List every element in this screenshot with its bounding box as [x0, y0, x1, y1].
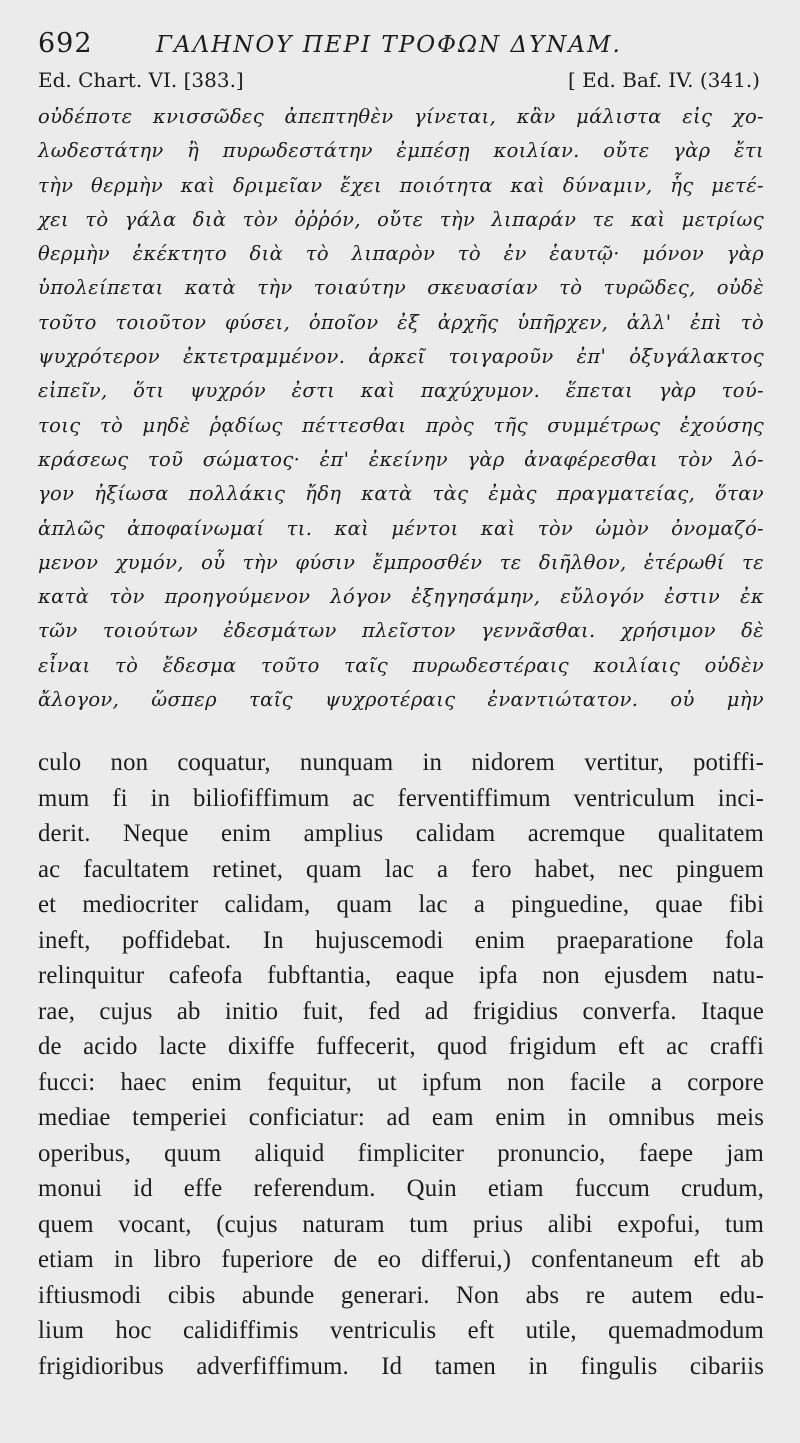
greek-text-line: οὐδέποτε κνισσῶδες ἀπεπτηθὲν γίνεται, κἂν μάλιστα εἰς χο- — [38, 105, 764, 128]
greek-text-line: κράσεως τοῦ σώματος· ἐπ' ἐκείνην γὰρ ἀναφέρεσθαι τὸν λό- — [38, 447, 764, 471]
running-title: ΓΑΛΗΝΟΥ ΠΕΡΙ ΤΡΟΦΩΝ ΔΥΝΑΜ. — [156, 32, 622, 58]
latin-text-line: derit. Neque enim amplius calidam acremque qualitatem — [38, 820, 764, 848]
edition-reference-line — [38, 68, 764, 98]
greek-text-line: ὑπολείπεται κατὰ τὴν τοιαύτην σκευασίαν τὸ τυρῶδες, οὐδὲ — [38, 276, 764, 300]
greek-text-line: τῶν τοιούτων ἐδεσμάτων πλεῖστον γεννᾶσθαι. χρήσιμον δὲ — [38, 619, 764, 643]
greek-text-line: μενον χυμόν, οὗ τὴν φύσιν ἔμπροσθέν τε διῆλθον, ἑτέρωθί τε — [38, 550, 764, 574]
latin-text-line: etiam in libro fuperiore de eo differui,) confentaneum eft ab — [38, 1246, 764, 1274]
greek-text-line: γον ἠξίωσα πολλάκις ἤδη κατὰ τὰς ἐμὰς πραγματείας, ὅταν — [38, 482, 764, 506]
latin-text-line: ac facultatem retinet, quam lac a fero habet, nec pinguem — [38, 855, 764, 883]
greek-text-line: κατὰ τὸν προηγούμενον λόγον ἐξηγησάμην, εὔλογόν ἐστιν ἐκ — [38, 585, 764, 609]
latin-text-line: quem vocant, (cujus naturam tum prius alibi expofui, tum — [38, 1210, 764, 1238]
latin-text-line: mum fi in biliofiffimum ac ferventiffimum ventriculum inci- — [38, 784, 764, 812]
show-through-bleed — [38, 719, 764, 739]
edition-reference-right: [ Ed. Baf. IV. (341.) — [567, 68, 760, 92]
greek-text-line: εἶναι τὸ ἔδεσμα τοῦτο ταῖς πυρωδεστέραις κοιλίαις οὐδὲν — [38, 653, 764, 677]
greek-text-line: λωδεστάτην ἢ πυρωδεστάτην ἐμπέσῃ κοιλίαν. οὔτε γὰρ ἔτι — [38, 139, 764, 163]
latin-text-line: relinquitur cafeofa fubftantia, eaque ipfa non ejusdem natu- — [38, 962, 764, 990]
greek-text-column — [38, 100, 764, 717]
greek-text-line: ψυχρότερον ἐκτετραμμένον. ἀρκεῖ τοιγαροῦν ἐπ' ὀξυγάλακτος — [38, 345, 764, 369]
running-head — [38, 28, 764, 62]
latin-text-line: monui id effe referendum. Quin etiam fuccum crudum, — [38, 1175, 764, 1203]
greek-text-line: τὴν θερμὴν καὶ δριμεῖαν ἔχει ποιότητα καὶ δύναμιν, ἧς μετέ- — [38, 173, 764, 197]
edition-reference-left: Ed. Chart. VI. [383.] — [38, 68, 244, 92]
latin-text-line: de acido lacte dixiffe fuffecerit, quod frigidum eft ac craffi — [38, 1033, 764, 1061]
latin-text-line: frigidioribus adverfiffimum. Id tamen in fingulis cibariis — [38, 1352, 764, 1380]
page-number: 692 — [38, 28, 93, 59]
latin-text-line: operibus, quum aliquid fimpliciter pronuncio, faepe jam — [38, 1139, 764, 1167]
greek-text-line: εἰπεῖν, ὅτι ψυχρόν ἐστι καὶ παχύχυμον. ἕπεται γὰρ τού- — [38, 379, 764, 403]
latin-text-line: et mediocriter calidam, quam lac a pinguedine, quae fibi — [38, 891, 764, 919]
latin-text-line: ineft, poffidebat. In hujuscemodi enim praeparatione fola — [38, 926, 764, 954]
greek-text-line: ἁπλῶς ἀποφαίνωμαί τι. καὶ μέντοι καὶ τὸν ὠμὸν ὀνομαζό- — [38, 516, 764, 540]
latin-text-line: fucci: haec enim fequitur, ut ipfum non facile a corpore — [38, 1068, 764, 1096]
latin-text-line: culo non coquatur, nunquam in nidorem vertitur, potiffi- — [38, 749, 764, 777]
greek-text-line: τοις τὸ μηδὲ ῥᾳδίως πέττεσθαι πρὸς τῆς συμμέτρως ἐχούσης — [38, 413, 764, 437]
latin-text-line: mediae temperiei conficiatur: ad eam enim in omnibus meis — [38, 1104, 764, 1132]
latin-text-column — [38, 745, 764, 1384]
latin-text-line: iftiusmodi cibis abunde generari. Non abs re autem edu- — [38, 1281, 764, 1309]
greek-text-line: τοῦτο τοιοῦτον φύσει, ὁποῖον ἐξ ἀρχῆς ὑπῆρχεν, ἀλλ' ἐπὶ τὸ — [38, 310, 764, 334]
greek-text-line: ἄλογον, ὥσπερ ταῖς ψυχροτέραις ἐναντιώτατον. οὐ μὴν — [38, 688, 764, 712]
latin-text-line: lium hoc calidiffimis ventriculis eft utile, quemadmodum — [38, 1317, 764, 1345]
greek-text-line: χει τὸ γάλα διὰ τὸν ὀῤῥόν, οὔτε τὴν λιπαράν τε καὶ μετρίως — [38, 207, 764, 231]
latin-text-line: rae, cujus ab initio fuit, fed ad frigidius converfa. Itaque — [38, 997, 764, 1025]
greek-text-line: θερμὴν ἐκέκτητο διὰ τὸ λιπαρὸν τὸ ἐν ἑαυτῷ· μόνον γὰρ — [38, 242, 764, 266]
